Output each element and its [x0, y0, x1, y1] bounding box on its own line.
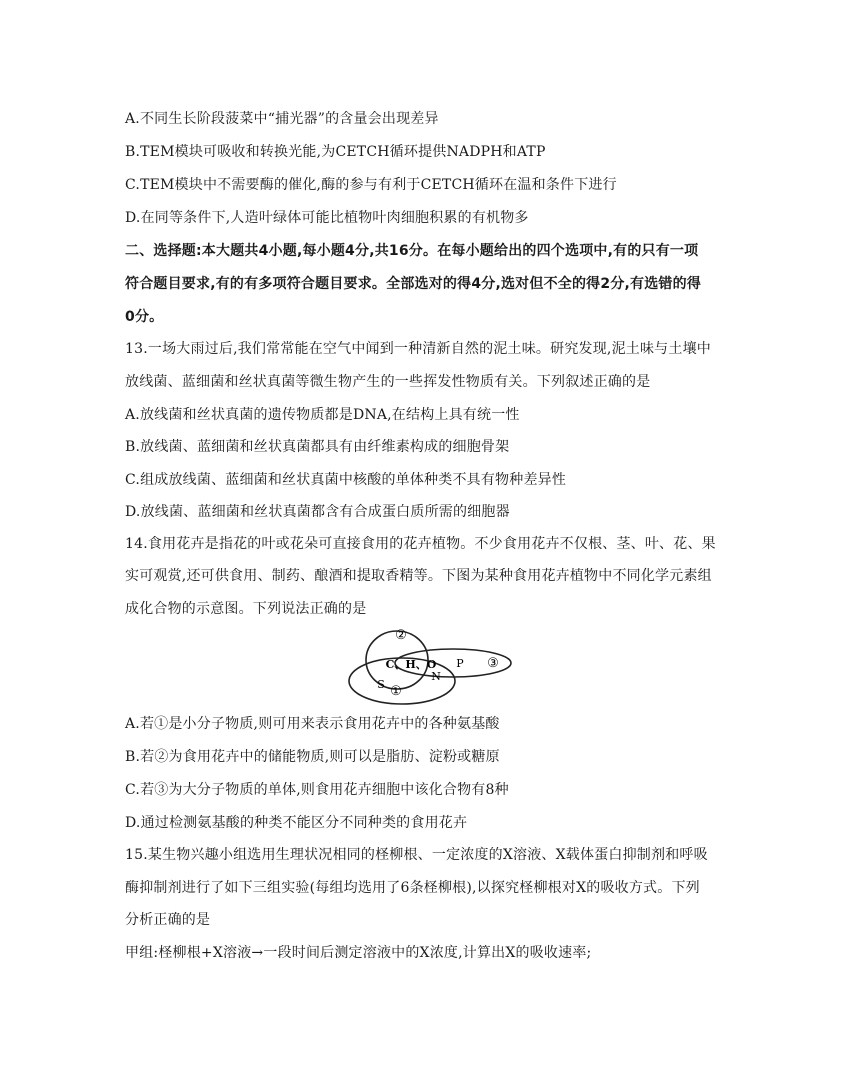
q12-option-d: D.在同等条件下,人造叶绿体可能比植物叶肉细胞积累的有机物多 [125, 210, 529, 226]
section-2-line-3: 0分。 [125, 309, 164, 325]
q12-option-c: C.TEM模块中不需要酶的催化,酶的参与有利于CETCH循环在温和条件下进行 [125, 177, 617, 193]
label-n: N [431, 670, 441, 683]
q13-option-b: B.放线菌、蓝细菌和丝状真菌都具有由纤维素构成的细胞骨架 [125, 439, 510, 455]
element-venn-diagram [345, 622, 515, 707]
q15-stem-3: 分析正确的是 [125, 912, 211, 928]
q14-stem-1: 14.食用花卉是指花的叶或花朵可直接食用的花卉植物。不少食用花卉不仅根、茎、叶、花、果 [125, 536, 716, 552]
section-2-line-1: 二、选择题:本大题共4小题,每小题4分,共16分。在每小题给出的四个选项中,有的只有一项 [125, 243, 699, 259]
q14-option-c: C.若③为大分子物质的单体,则食用花卉细胞中该化合物有8种 [125, 782, 509, 798]
q15-group-1: 甲组:柽柳根+X溶液→一段时间后测定溶液中的X浓度,计算出X的吸收速率; [125, 945, 592, 961]
label-s: S [377, 678, 385, 691]
q14-option-b: B.若②为食用花卉中的储能物质,则可以是脂肪、淀粉或糖原 [125, 749, 500, 765]
label-circle-1: ① [390, 684, 402, 699]
q15-stem-2: 酶抑制剂进行了如下三组实验(每组均选用了6条柽柳根),以探究柽柳根对X的吸收方式。下列 [125, 880, 700, 896]
label-circle-2: ② [395, 628, 407, 643]
q15-stem-1: 15.某生物兴趣小组选用生理状况相同的柽柳根、一定浓度的X溶液、X载体蛋白抑制剂和呼吸 [125, 847, 708, 863]
q14-stem-3: 成化合物的示意图。下列说法正确的是 [125, 601, 367, 617]
q12-option-b: B.TEM模块可吸收和转换光能,为CETCH循环提供NADPH和ATP [125, 144, 546, 160]
label-chno: C、H、O [385, 658, 437, 671]
q12-option-a: A.不同生长阶段菠菜中“捕光器”的含量会出现差异 [125, 111, 439, 127]
section-2-line-2: 符合题目要求,有的有多项符合题目要求。全部选对的得4分,选对但不全的得2分,有选错的得 [125, 276, 702, 292]
q13-option-a: A.放线菌和丝状真菌的遗传物质都是DNA,在结构上具有统一性 [125, 407, 520, 423]
q14-stem-2: 实可观赏,还可供食用、制药、酿酒和提取香精等。下图为某种食用花卉植物中不同化学元素组 [125, 568, 712, 584]
label-circle-3: ③ [487, 656, 499, 671]
q14-option-a: A.若①是小分子物质,则可用来表示食用花卉中的各种氨基酸 [125, 716, 500, 732]
q13-stem-2: 放线菌、蓝细菌和丝状真菌等微生物产生的一些挥发性物质有关。下列叙述正确的是 [125, 374, 651, 390]
label-p: P [456, 657, 464, 670]
q14-option-d: D.通过检测氨基酸的种类不能区分不同种类的食用花卉 [125, 815, 468, 831]
q13-stem-1: 13.一场大雨过后,我们常常能在空气中闻到一种清新自然的泥土味。研究发现,泥土味与土壤中 [125, 341, 711, 357]
q13-option-d: D.放线菌、蓝细菌和丝状真菌都含有合成蛋白质所需的细胞器 [125, 504, 510, 520]
q13-option-c: C.组成放线菌、蓝细菌和丝状真菌中核酸的单体种类不具有物种差异性 [125, 472, 567, 488]
